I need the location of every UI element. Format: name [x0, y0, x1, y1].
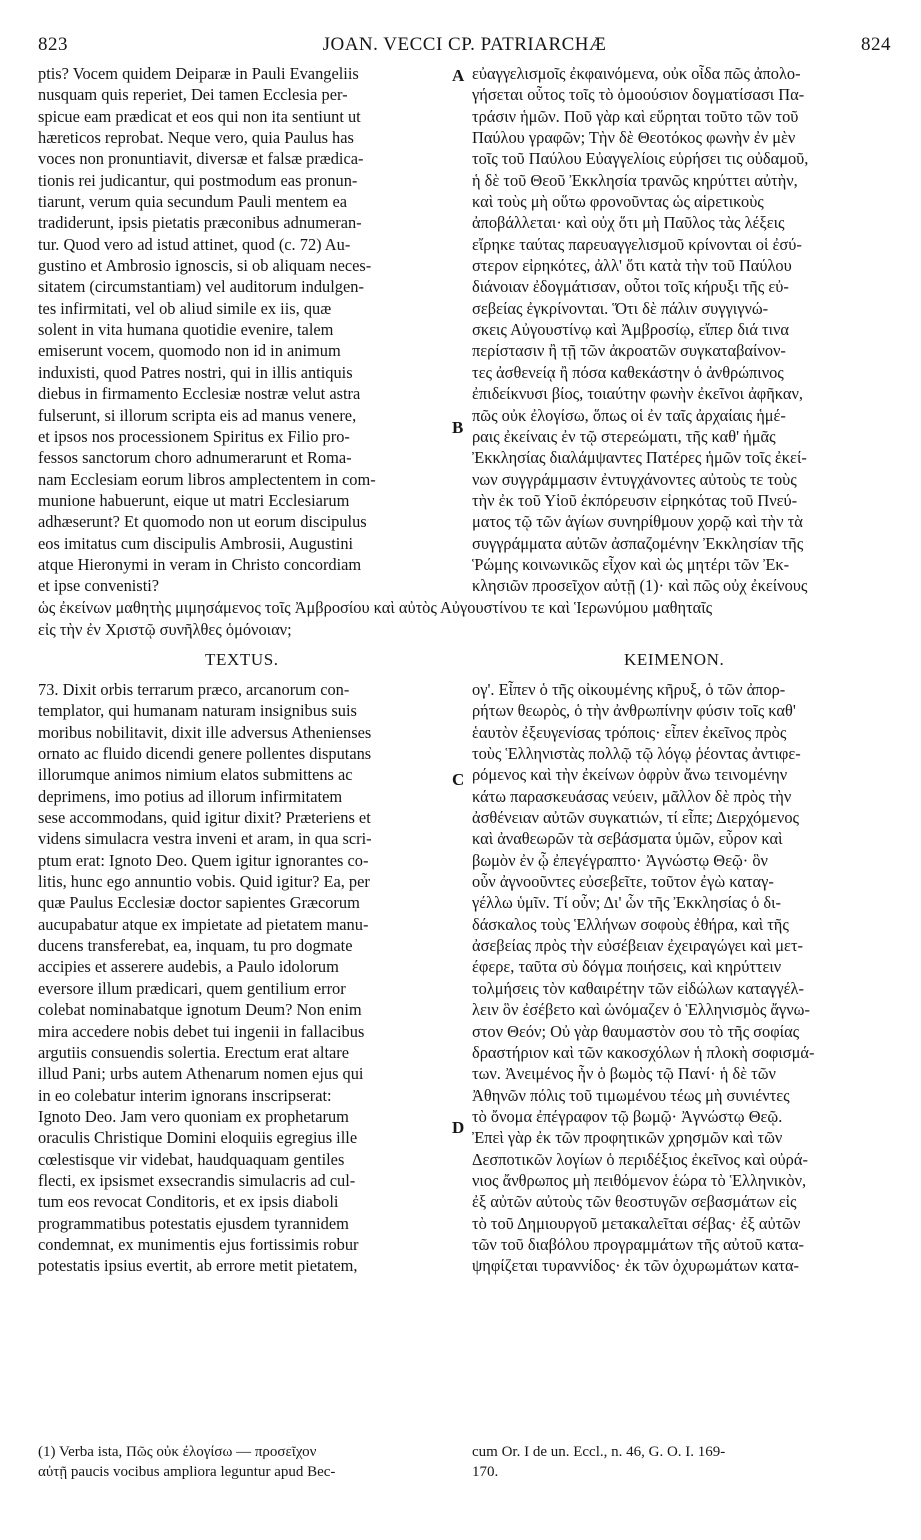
- text-line: νιος ἄνθρωπος μὴ πειθόμενον ἑώρα τὸ Ἑλληνικὸν,: [472, 1170, 807, 1190]
- text-line: ptum erat: Ignoto Deo. Quem igitur ignorantes co-: [38, 850, 369, 870]
- text-line: εὐαγγελισμοῖς ἐκφαινόμενα, οὐκ οἶδα πῶς ἀπολο-: [472, 64, 801, 83]
- text-line: argutiis consuendis solertia. Erectum erat altare: [38, 1042, 350, 1062]
- text-line: tiarunt, verum quia secundum Pauli mentem ea: [38, 192, 348, 212]
- text-line: tur. Quod vero ad istud attinet, quod (c. 72) Au-: [38, 234, 351, 254]
- text-line: et ipsos nos processionem Spiritus ex Filio pro-: [38, 426, 350, 446]
- text-line: τὸ τοῦ Δημιουργοῦ μετακαλεῖται σέβας· ἐξ αὐτῶν: [472, 1213, 801, 1233]
- text-line: Ἐπεὶ γὰρ ἐκ τῶν προφητικῶν χρησμῶν καὶ τῶν: [472, 1128, 783, 1148]
- text-line: διάνοιαν ἐδογμάτισαν, οὗτοι τοῖς κήρυξι τῆς εὐ-: [472, 277, 789, 297]
- text-line: Δεσποτικῶν λογίων ὁ περιδέξιος ἐκεῖνος καὶ οὐρά-: [472, 1149, 808, 1169]
- text-line: ἡ δὲ τοῦ Θεοῦ Ἐκκλησία τρανῶς κηρύττει αὐτὴν,: [472, 170, 798, 190]
- section-heading-keimenon: KEIMENON.: [624, 650, 725, 669]
- text-line: σεβείας ἐγκρίνονται. Ὅτι δὲ πάλιν συγγιγνώ-: [472, 298, 769, 318]
- footnote-line: 170.: [472, 1464, 499, 1480]
- text-line: tionis rei judicantur, qui postmodum eas pronun-: [38, 170, 358, 190]
- text-line: litis, hunc ego annuntio vobis. Quid igitur? Ea, per: [38, 872, 370, 892]
- text-line: τὴν ἐκ τοῦ Υἱοῦ ἐκπόρευσιν εἰρηκότας τοῦ Πνεύ-: [472, 490, 798, 510]
- text-line: ornato ac fluido dicendi genere pollentes disputans: [38, 744, 372, 764]
- text-line: spicue eam prædicat et eos qui non ita sentiunt ut: [38, 106, 361, 126]
- text-line: gustino et Ambrosio ignoscis, si ob aliquam neces-: [38, 256, 372, 276]
- text-line: templator, qui humanam naturam insignibus suis: [38, 701, 357, 721]
- page-header: [38, 34, 891, 60]
- text-line: et ipse convenisti?: [38, 576, 160, 596]
- text-line: ρήτων θεωρὸς, ὁ τὴν ἀνθρωπίνην φύσιν τοῖς καθ': [472, 701, 796, 721]
- text-line: Ἐκκλησίας διαλάμψαντες Πατέρες ἡμῶν τοῖς ἐκεί-: [472, 448, 807, 468]
- text-line: ἀσεβείας πρὸς τὴν εὐσέβειαν ἐχειραγώγει καὶ μετ-: [472, 936, 803, 956]
- section-heading-textus: TEXTUS.: [205, 650, 279, 669]
- spanning-line-2: εἰς τὴν ἐν Χριστῷ συνῆλθες ὁμόνοιαν;: [38, 620, 292, 639]
- text-line: eversore illum prædicari, quem gentilium error: [38, 978, 346, 998]
- text-line: τοὺς Ἑλληνιστὰς πολλῷ τῷ λόγῳ ῥέοντας ἀντιφε-: [472, 744, 801, 764]
- text-line: περίστασιν ἢ τῇ τῶν ἀκροατῶν συγκαταβαίνον-: [472, 341, 786, 361]
- text-line: munione habuerunt, eique ut matri Ecclesiarum: [38, 490, 350, 510]
- text-line: moribus nobilitavit, dixit ille adversus Athenienses: [38, 722, 372, 742]
- text-line: καὶ τοὺς μὴ οὕτω φρονοῦντας ὡς αἱρετικοὺς: [472, 192, 764, 212]
- text-line: τοῖς τοῦ Παύλου Εὐαγγελίοις εὑρήσει τις οὐδαμοῦ,: [472, 149, 809, 169]
- text-line: οὖν ἀγνοοῦντες εὐσεβεῖτε, τοῦτον ἐγὼ καταγ-: [472, 872, 774, 892]
- text-line: ψηφίζεται τυραννίδος· ἐκ τῶν ὀχυρωμάτων κατα-: [472, 1256, 799, 1276]
- text-line: ρόμενος καὶ τὴν ἐκείνων ὀφρὺν ἄνω τεινομένην: [472, 765, 788, 785]
- text-line: τολμήσεις τὸν καθαιρέτην τῶν εἰδώλων καταγγέλ-: [472, 978, 804, 998]
- text-line: γέλλω ὑμῖν. Τί οὖν; Δι' ὧν τῆς Ἐκκλησίας ὁ δι-: [472, 893, 782, 913]
- text-line: ραις ἐκείναις ἐν τῷ στερεώματι, τῆς καθ' ἡμᾶς: [472, 426, 776, 446]
- text-line: ἐξ αὐτῶν αὐτοὺς τῶν θεοστυγῶν σεβασμάτων εἰς: [472, 1192, 797, 1212]
- text-line: illorumque animos nimium elatos submittens ac: [38, 765, 353, 785]
- text-line: solent in vita humana quotidie evenire, talem: [38, 320, 334, 340]
- text-line: fulserunt, si illorum scripta eis ad manus venere,: [38, 405, 357, 425]
- text-line: induxisti, quod Patres nostri, qui in illis antiquis: [38, 362, 353, 382]
- text-line: τράσιν ἡμῶν. Ποῦ γὰρ καὶ εὕρηται τοῦτο τῶν τοῦ: [472, 106, 799, 126]
- text-line: εἴρηκε ταύτας παρευαγγελισμοῦ κρίνονται οἱ ἐσύ-: [472, 234, 802, 254]
- text-line: δάσκαλος τοὺς Ἑλλήνων σοφοὺς ἐθήρα, καὶ τῆς: [472, 914, 789, 934]
- text-line: atque Hieronymi in veram in Christo concordiam: [38, 554, 362, 574]
- text-line: συγγράμματα αὐτῶν ἀσπαζομένην Ἐκκλησίαν τῆς: [472, 533, 804, 553]
- text-line: Παύλου γραφῶν; Τὴν δὲ Θεοτόκος φωνὴν ἐν μὲν: [472, 128, 796, 148]
- text-line: potestatis ipsius evertit, ab errore metit pietatem,: [38, 1256, 358, 1276]
- latin-column-top: [38, 63, 450, 597]
- text-line: tradiderunt, ipsis pietatis præconibus adnumeran-: [38, 213, 362, 233]
- text-line: videns simulacra vestra inveni et aram, in qua scri-: [38, 829, 372, 849]
- text-line: diebus in firmamento Ecclesiæ nostræ velut astra: [38, 384, 361, 404]
- text-line: ἀσθένειαν αὐτῶν συγκατιών, τί εἶπε; Διερχόμενος: [472, 808, 800, 828]
- text-line: βωμὸν ἐν ᾧ ἐπεγέγραπτο· Ἀγνώστῳ Θεῷ· ὃν: [472, 850, 768, 870]
- text-line: programmatibus potestatis ejusdem tyrannidem: [38, 1213, 349, 1233]
- page-number-right: 824: [861, 34, 891, 55]
- latin-column-bottom: [38, 679, 450, 1277]
- text-line: στερον εἰρηκότες, ἀλλ' ὅτι κατὰ τὴν τοῦ Παύλου: [472, 256, 792, 276]
- text-line: tum eos revocat Conditoris, et ex ipsis diaboli: [38, 1192, 339, 1212]
- text-line: Ἀθηνῶν πόλις τοῦ τιμωμένου τέως μὴ συνιέντες: [472, 1085, 790, 1105]
- text-line: καὶ ἀναθεωρῶν τὰ σεβάσματα ὑμῶν, εὗρον καὶ: [472, 829, 783, 849]
- text-line: τῶν τοῦ διαβόλου προγραμμάτων τῆς αὐτοῦ κατα-: [472, 1234, 804, 1254]
- text-line: τὸ ὄνομα ἐπέγραφον τῷ βωμῷ· Ἀγνώστῳ Θεῷ.: [472, 1106, 783, 1126]
- text-line: in eo colebatur interim ignorans inscripserat:: [38, 1085, 332, 1105]
- text-line: condemnat, ex munimentis ejus fortissimis robur: [38, 1234, 359, 1254]
- text-line: cœlestisque vir videbat, haudquaquam gentiles: [38, 1149, 345, 1169]
- text-line: Ignoto Deo. Jam vero quoniam ex prophetarum: [38, 1106, 349, 1126]
- marker-d: D: [452, 1118, 465, 1137]
- text-line: oraculis Christique Domini eloquiis egregius ille: [38, 1128, 358, 1148]
- text-line: quæ Paulus Ecclesiæ doctor sapientes Græcorum: [38, 893, 360, 913]
- text-line: nusquam quis reperiet, Dei tamen Ecclesia per-: [38, 85, 348, 105]
- text-line: emiserunt vocem, quomodo non id in animum: [38, 341, 341, 361]
- text-line: ἀποβάλλεται· καὶ οὐχ ὅτι μὴ Παῦλος τὰς λέξεις: [472, 213, 785, 233]
- marker-c: C: [452, 770, 465, 789]
- footnote-right: [472, 1442, 888, 1482]
- footnote-left: [38, 1442, 456, 1482]
- text-line: ducens transferebat, ea, inquam, tu pro dogmate: [38, 936, 353, 956]
- text-line: ἑαυτὸν ἐξευγενίσας τρόποις· εἶπεν ἐκεῖνος πρὸς: [472, 722, 787, 742]
- text-line: δραστήριον καὶ τῶν κακοσχόλων ἡ πλοκὴ σοφισμά-: [472, 1042, 815, 1062]
- running-title: JOAN. VECCI CP. PATRIARCHÆ: [322, 34, 607, 55]
- text-line: ptis? Vocem quidem Deiparæ in Pauli Evangeliis: [38, 64, 359, 83]
- text-line: Ῥώμης κοινωνικῶς εἶχον καὶ ὡς μητέρι τῶν Ἐκ-: [472, 554, 790, 574]
- footnote-line: (1) Verba ista, Πῶς οὐκ ἐλογίσω — προσεῖχον: [38, 1444, 317, 1460]
- text-line: ἐπιδείκνυσι βίος, τοιαύτην φωνὴν ἐκεῖνοι ἀφῆκαν,: [472, 384, 804, 404]
- text-line: eos imitatus cum discipulis Ambrosii, Augustini: [38, 533, 354, 553]
- greek-column-bottom: [472, 679, 888, 1277]
- marker-a: A: [452, 66, 465, 85]
- text-line: accipies et asserere audebis, a Paulo idolorum: [38, 957, 339, 977]
- text-line: κλησιῶν προσεῖχον αὐτῇ (1)· καὶ πῶς οὐχ ἐκείνους: [472, 576, 808, 596]
- text-line: deprimens, imo potius ad illorum infirmitatem: [38, 786, 343, 806]
- text-line: σκεις Αὐγουστίνῳ καὶ Ἀμβροσίῳ, εἴπερ διά τινα: [472, 320, 790, 340]
- text-line: aucupabatur atque ex impietate ad pietatem manu-: [38, 914, 369, 934]
- page-number-left: 823: [38, 34, 68, 55]
- text-line: στον Θεόν; Οὐ γὰρ θαυμαστὸν σου τὸ τῆς σοφίας: [472, 1021, 800, 1041]
- text-line: 73. Dixit orbis terrarum præco, arcanorum con-: [38, 680, 350, 699]
- footnote-line: αὐτῇ paucis vocibus ampliora leguntur apud Bec-: [38, 1464, 336, 1480]
- text-line: πῶς οὐκ ἐλογίσω, ὅπως οἱ ἐν ταῖς ἀρχαίαις ἡμέ-: [472, 405, 786, 425]
- text-line: κάτω παρασκευάσας νεύειν, μᾶλλον δὲ πρὸς τὴν: [472, 786, 792, 806]
- text-line: sitatem (circumstantiam) vel auditorum indulgen-: [38, 277, 364, 297]
- text-line: illud Pani; urbs autem Athenarum nomen ejus qui: [38, 1064, 364, 1084]
- text-line: adhæserunt? Et quomodo non ut eorum discipulus: [38, 512, 367, 532]
- text-line: sese accommodans, quid igitur dixit? Præteriens et: [38, 808, 371, 828]
- text-line: flecti, ex ipsismet exsecrandis simulacris ad cul-: [38, 1170, 356, 1190]
- text-line: έφερε, ταῦτα σὺ δόγμα ποιήσεις, καὶ κηρύττειν: [472, 957, 782, 977]
- footnote-line: cum Or. I de un. Eccl., n. 46, G. O. I. 169-: [472, 1444, 726, 1460]
- text-line: νων συγγράμμασιν ἐντυγχάνοντες αὐτοὺς τε τοὺς: [472, 469, 797, 489]
- text-line: nam Ecclesiam eorum libros amplectentem in com-: [38, 469, 376, 489]
- text-line: fessos sanctorum choro adnumerarunt et Roma-: [38, 448, 352, 468]
- text-line: tes infirmitati, vel ob aliud simile ex iis, quæ: [38, 298, 332, 318]
- marker-b: B: [452, 418, 464, 437]
- text-line: hæreticos reprobat. Neque vero, quia Paulus has: [38, 128, 354, 148]
- text-line: voces non pronuntiavit, diversæ et falsæ prædica-: [38, 149, 364, 169]
- text-line: γήσεται οὗτος τοῖς τὸ ὁμοούσιον δογματίσασι Πα-: [472, 85, 805, 105]
- text-line: mira accedere nobis debet tui ingenii in fallacibus: [38, 1021, 365, 1041]
- text-line: colebat nominabatque ignotum Deum? Non enim: [38, 1000, 362, 1020]
- text-line: ογ'. Εἶπεν ὁ τῆς οἰκουμένης κῆρυξ, ὁ τῶν ἀπορ-: [472, 680, 786, 699]
- spanning-line-1: ὡς ἐκείνων μαθητὴς μιμησάμενος τοῖς Ἀμβροσίου καὶ αὐτὸς Αὐγουστίνου τε καὶ Ἱερωνύμου μαθηταῖς: [38, 598, 713, 617]
- text-line: των. Ἀνειμένος ἦν ὁ βωμὸς τῷ Πανί· ἡ δὲ τῶν: [472, 1064, 776, 1084]
- text-line: λειν ὃν ἐσέβετο καὶ ὠνόμαζεν ὁ Ἑλληνισμὸς ἄγνω-: [472, 1000, 810, 1020]
- greek-column-top: [472, 63, 888, 597]
- text-line: τες ἀσθενείᾳ ἢ πόσα καθεκάστην ὁ ἀνθρώπινος: [472, 362, 784, 382]
- text-line: ματος τῷ τῶν ἁγίων συνηρίθμουν χορῷ καὶ τὴν τὰ: [472, 512, 803, 532]
